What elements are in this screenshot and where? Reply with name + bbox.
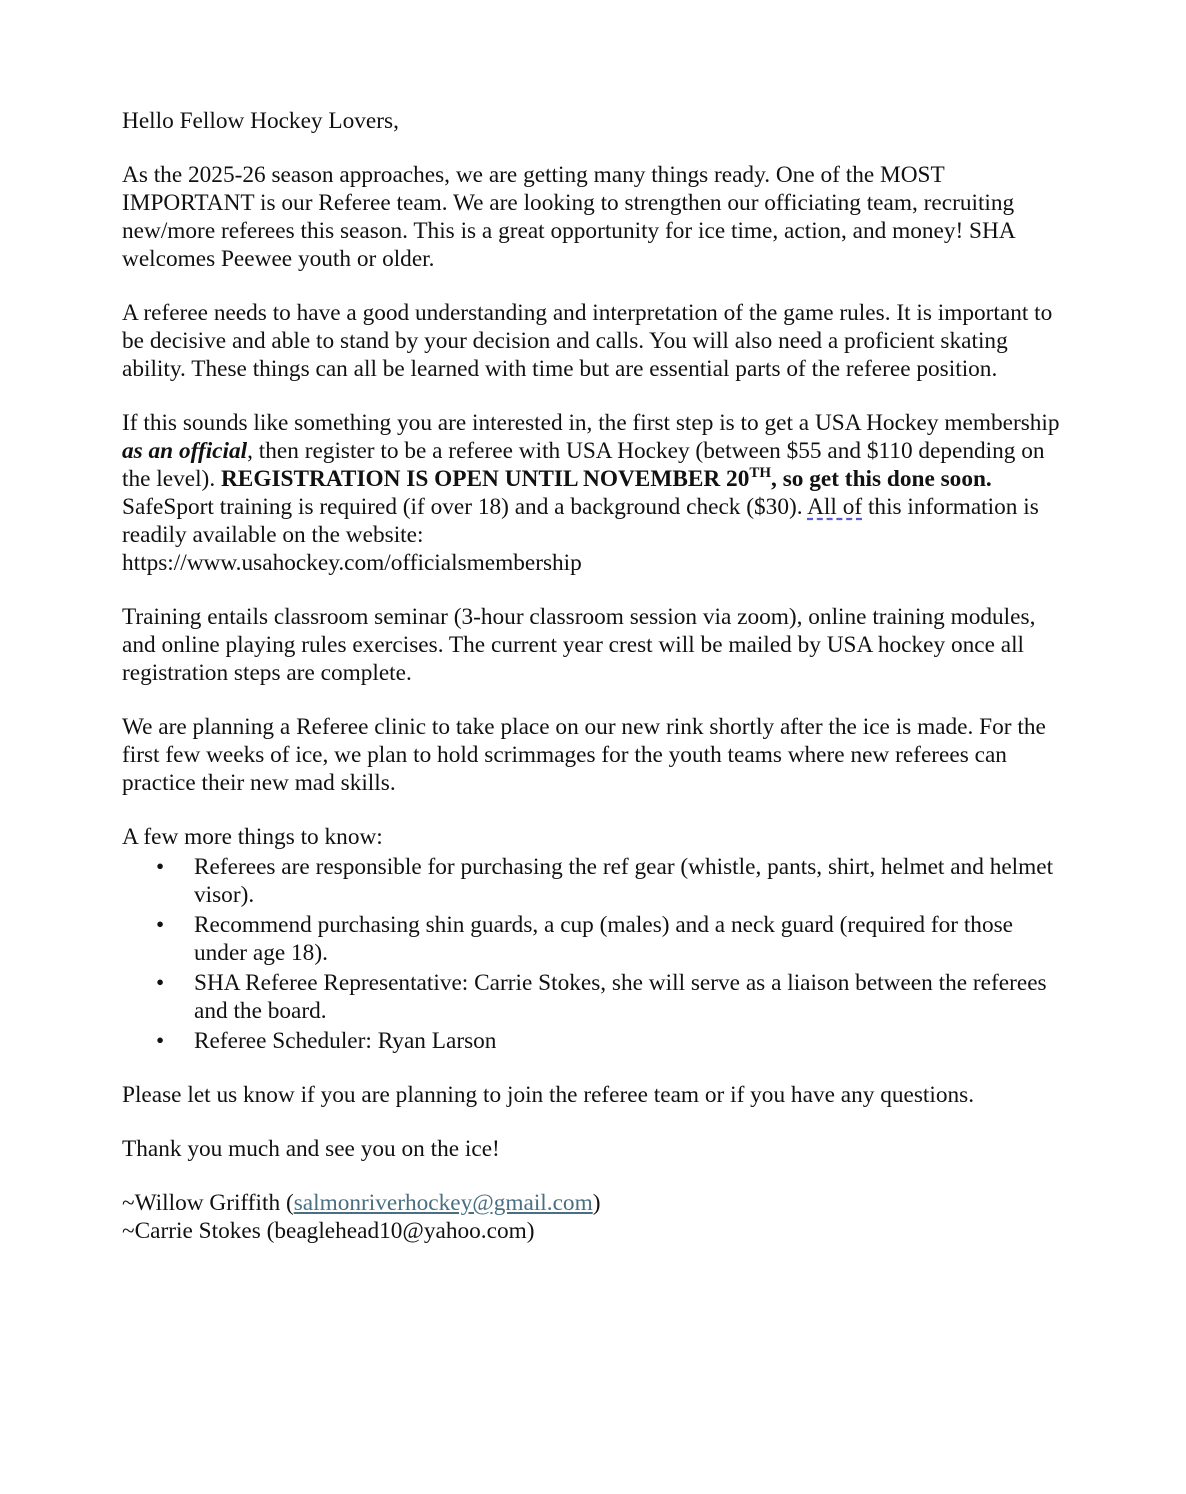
signature-block (122, 1189, 1067, 1245)
list-item-text: Referee Scheduler: Ryan Larson (194, 1028, 497, 1054)
registration-paragraph (122, 409, 1067, 577)
registration-text-4: this information is readily available on the website: (122, 494, 1039, 548)
registration-text-1: If this sounds like something you are interested in, the first step is to get a USA Hockey membership (122, 410, 1060, 436)
deadline-notice (221, 466, 992, 492)
closing-request: Please let us know if you are planning to join the referee team or if you have any questions. (122, 1082, 975, 1108)
deadline-text: REGISTRATION IS OPEN UNTIL NOVEMBER 20 (220, 466, 750, 492)
official-emphasis: as an official (122, 438, 248, 464)
signature-carrie: ~Carrie Stokes (beaglehead10@yahoo.com) (122, 1218, 535, 1244)
signature-name: ~Willow Griffith ( (122, 1190, 294, 1216)
bullet-icon: • (156, 970, 165, 996)
list-item (122, 853, 1067, 909)
list-item (122, 969, 1067, 1025)
training-paragraph: Training entails classroom seminar (3-hour classroom session via zoom), online training modules, and online playing rules exercises. The current year crest will be mailed by USA hockey once all registration steps are complete. (122, 604, 1036, 686)
clinic-paragraph: We are planning a Referee clinic to take place on our new rink shortly after the ice is made. For the first few weeks of ice, we plan to hold scrimmages for the youth teams where new referees can practice their new mad skills. (122, 714, 1046, 796)
requirements-paragraph: A referee needs to have a good understanding and interpretation of the game rules. It is important to be decisive and able to stand by your decision and calls. You will also need a proficient skating ability. These things can all be learned with time but are essential parts of the referee position. (122, 300, 1053, 382)
grammar-flag: All of (807, 494, 863, 520)
list-item-text: SHA Referee Representative: Carrie Stokes, she will serve as a liaison between the referees and the board. (194, 970, 1047, 1024)
email-link[interactable]: salmonriverhockey@gmail.com (293, 1190, 593, 1216)
letter-page (122, 107, 1067, 1245)
list-item (122, 1027, 1067, 1055)
signature-suffix: ) (592, 1190, 601, 1216)
list-item (122, 911, 1067, 967)
list-item-text: Referees are responsible for purchasing the ref gear (whistle, pants, shirt, helmet and helmet visor). (194, 854, 1054, 908)
list-intro: A few more things to know: (122, 824, 383, 850)
registration-text-2: , then register to be a referee with USA Hockey (between $55 and $110 depending on the level). (122, 438, 1045, 492)
registration-text-3: SafeSport training is required (if over 18) and a background check ($30). (122, 494, 808, 520)
closing-thanks: Thank you much and see you on the ice! (122, 1136, 500, 1162)
officials-membership-url: https://www.usahockey.com/officialsmembership (122, 550, 582, 576)
bullet-icon: • (156, 912, 165, 938)
bullet-icon: • (156, 1028, 165, 1054)
intro-paragraph: As the 2025-26 season approaches, we are getting many things ready. One of the MOST IMPORTANT is our Referee team. We are looking to strengthen our officiating team, recruiting new/more referees this season. This is a great opportunity for ice time, action, and money! SHA welcomes Peewee youth or older. (122, 162, 1015, 272)
signature-willow (122, 1189, 1067, 1217)
deadline-text-2: , so get this done soon. (771, 466, 992, 492)
bullet-icon: • (156, 854, 165, 880)
list-item-text: Recommend purchasing shin guards, a cup (males) and a neck guard (required for those under age 18). (194, 912, 1013, 966)
deadline-superscript: TH (749, 465, 772, 482)
greeting: Hello Fellow Hockey Lovers, (122, 108, 399, 134)
things-to-know-list (122, 853, 1067, 1055)
